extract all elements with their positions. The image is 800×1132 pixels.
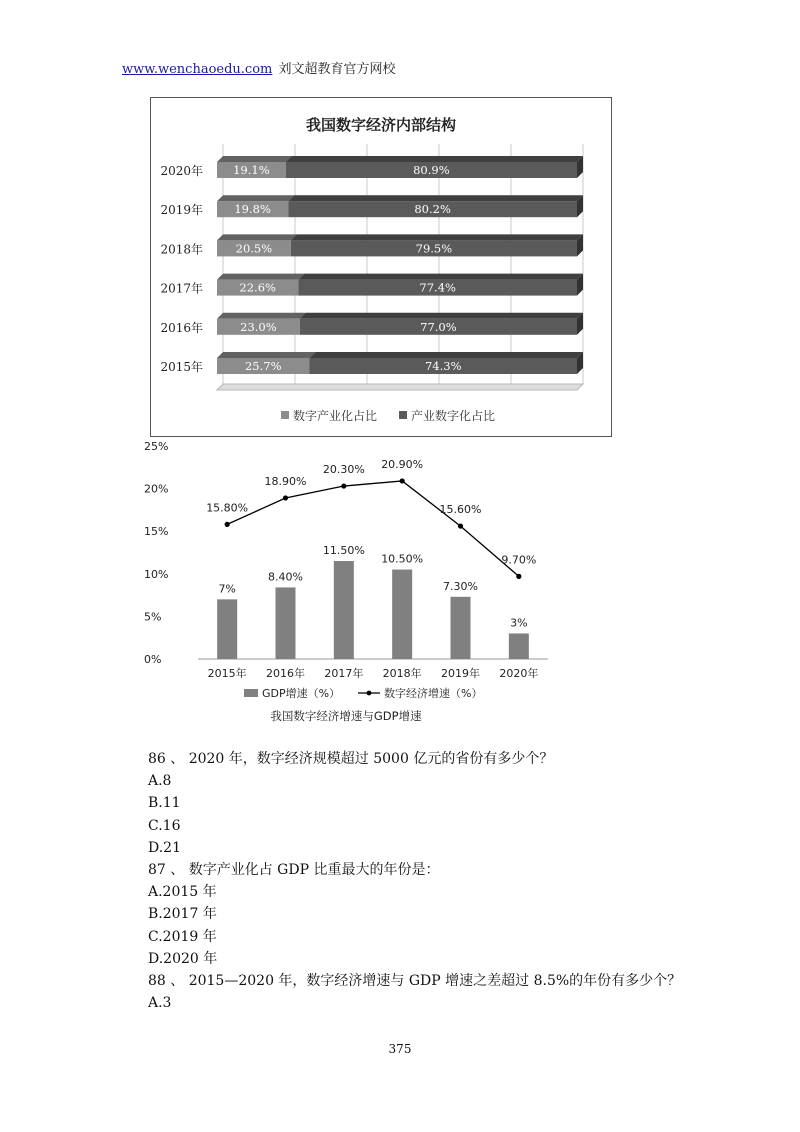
website-link[interactable]: www.wenchaoedu.com <box>122 62 273 77</box>
x-tick-label: 2015年 <box>207 667 247 680</box>
question-list <box>148 748 708 1014</box>
question-stem: 87 、 数字产业化占 GDP 比重最大的年份是： <box>148 862 440 879</box>
data-label: 20.5% <box>235 241 273 256</box>
data-label: 80.9% <box>413 163 450 177</box>
bar-top-face <box>298 274 583 280</box>
y-tick-label: 15% <box>144 525 169 539</box>
answer-option: D.21 <box>148 839 181 856</box>
y-tick-label: 25% <box>144 440 169 453</box>
category-label: 2018年 <box>160 242 203 257</box>
y-tick-label: 0% <box>144 653 162 666</box>
legend-swatch-bar <box>244 689 258 697</box>
data-label: 23.0% <box>240 319 277 334</box>
digital-economy-line <box>227 481 519 576</box>
line-point <box>283 495 288 500</box>
gdp-bar <box>334 561 354 659</box>
line-point <box>400 478 405 483</box>
x-tick-label: 2017年 <box>324 667 364 680</box>
bar-top-face <box>217 313 306 319</box>
line-data-label: 15.60% <box>439 503 482 517</box>
data-label: 19.8% <box>234 202 271 217</box>
answer-option: D.2020 年 <box>148 950 218 967</box>
category-label: 2020年 <box>160 164 203 178</box>
x-tick-label: 2016年 <box>266 667 305 680</box>
legend-line-marker <box>367 691 372 696</box>
bar-top-face <box>217 195 294 201</box>
bar-top-face <box>217 234 297 240</box>
gdp-bar <box>392 570 412 659</box>
line-point <box>341 483 346 488</box>
bar-data-label: 7.30% <box>443 579 478 593</box>
data-label: 74.3% <box>424 359 462 373</box>
legend-swatch <box>281 411 289 419</box>
category-label: 2019年 <box>160 203 203 218</box>
legend-label-line: 数字经济增速（%） <box>384 687 483 700</box>
bar-top-face <box>217 274 304 280</box>
x-tick-label: 2020年 <box>499 667 539 680</box>
data-label: 79.5% <box>415 241 453 256</box>
legend-label-bar: GDP增速（%） <box>262 687 341 700</box>
bar-top-face <box>288 195 583 201</box>
growth-rate-chart <box>140 438 580 728</box>
x-tick-label: 2019年 <box>441 667 480 680</box>
answer-option: A.8 <box>148 773 172 790</box>
gdp-bar <box>509 633 529 659</box>
line-point <box>225 522 230 527</box>
legend-label: 数字产业化占比 <box>293 409 378 423</box>
answer-option: C.2019 年 <box>148 928 217 945</box>
bar-top-face <box>217 156 292 162</box>
data-label: 19.1% <box>233 163 270 177</box>
data-label: 77.4% <box>419 280 456 295</box>
category-label: 2017年 <box>160 281 203 296</box>
growth-chart-svg <box>140 438 580 728</box>
category-label: 2015年 <box>160 360 203 374</box>
legend-label: 产业数字化占比 <box>411 409 496 423</box>
y-tick-label: 5% <box>144 610 162 624</box>
question-stem: 88 、 2015—2020 年，数字经济增速与 GDP 增速之差超过 8.5%的年份有多少个？ <box>148 973 682 990</box>
line-data-label: 15.80% <box>206 501 249 515</box>
line-data-label: 18.90% <box>264 474 307 488</box>
page-header <box>122 58 396 77</box>
line-point <box>516 574 521 579</box>
y-tick-label: 10% <box>144 567 169 581</box>
chart-title: 我国数字经济增速与GDP增速 <box>270 709 422 723</box>
line-data-label: 20.90% <box>381 457 424 471</box>
digital-economy-structure-chart <box>150 97 612 437</box>
gdp-bar <box>276 587 296 659</box>
bar-data-label: 8.40% <box>268 570 303 584</box>
legend-swatch <box>399 411 407 419</box>
data-label: 77.0% <box>420 319 457 334</box>
x-tick-label: 2018年 <box>382 667 422 680</box>
answer-option: A.3 <box>148 995 172 1012</box>
bar-top-face <box>217 352 316 358</box>
gdp-bar <box>217 599 237 659</box>
bar-top-face <box>291 234 583 240</box>
bar-top-face <box>286 156 583 162</box>
page-number: 375 <box>388 1042 412 1056</box>
line-data-label: 9.70% <box>501 553 537 567</box>
line-point <box>458 523 463 528</box>
data-label: 80.2% <box>414 202 451 217</box>
data-label: 25.7% <box>244 359 282 373</box>
gdp-bar <box>451 597 471 659</box>
data-label: 22.6% <box>239 280 276 295</box>
y-tick-label: 20% <box>144 482 169 496</box>
answer-option: A.2015 年 <box>148 884 217 901</box>
chart-floor <box>217 384 583 390</box>
bar-top-face <box>300 313 583 319</box>
structure-chart-svg <box>151 98 611 436</box>
answer-option: B.11 <box>148 795 181 812</box>
answer-option: B.2017 年 <box>148 906 217 923</box>
bar-top-face <box>310 352 583 358</box>
answer-option: C.16 <box>148 817 181 834</box>
line-data-label: 20.30% <box>322 463 365 477</box>
bar-data-label: 7% <box>218 582 236 596</box>
chart-title: 我国数字经济内部结构 <box>305 116 457 134</box>
question-stem: 86 、 2020 年，数字经济规模超过 5000 亿元的省份有多少个？ <box>148 751 554 767</box>
bar-data-label: 11.50% <box>322 544 365 558</box>
category-label: 2016年 <box>160 320 203 335</box>
bar-data-label: 3% <box>510 616 528 630</box>
bar-data-label: 10.50% <box>381 552 424 566</box>
organization-name: 刘文超教育官方网校 <box>278 62 396 77</box>
